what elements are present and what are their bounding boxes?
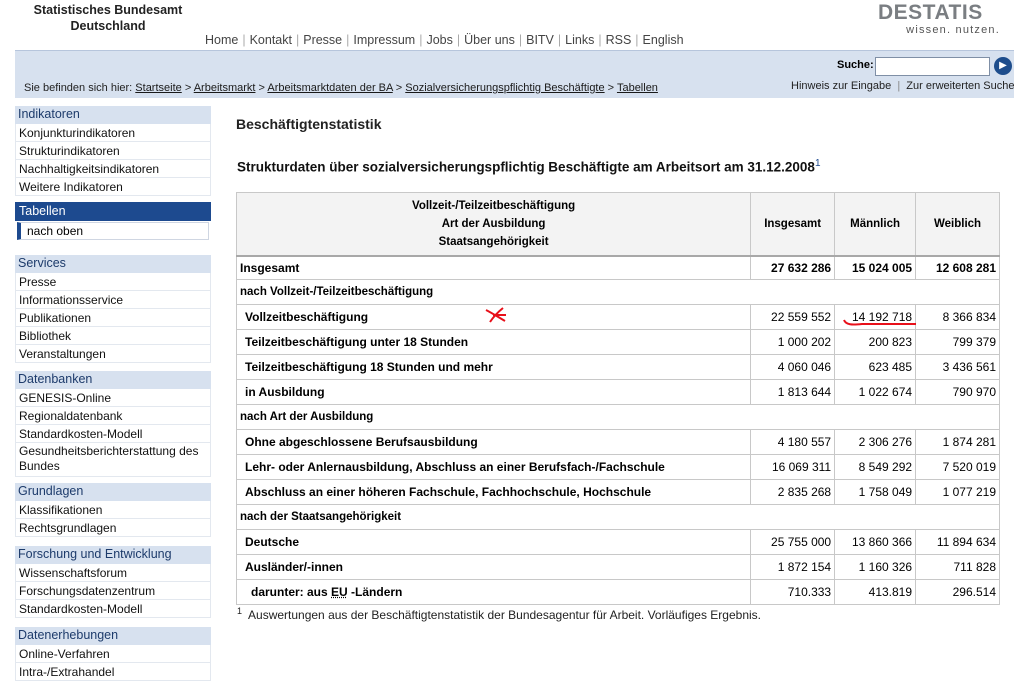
breadcrumb-arbeitsmarkt[interactable]: Arbeitsmarkt (193, 82, 256, 94)
nav-kontakt[interactable]: Kontakt (249, 33, 292, 47)
sidebar-item-wissenschaftsforum[interactable]: Wissenschaftsforum (15, 564, 211, 582)
search-go-icon[interactable]: ▶ (994, 57, 1012, 75)
nav-ueber-uns[interactable]: Über uns (464, 33, 515, 47)
table-row (237, 555, 1000, 580)
eu-suffix: -Ländern (351, 585, 403, 599)
cell-maennlich: 8 549 292 (835, 455, 916, 480)
row-label: Abschluss an einer höheren Fachschule, Fachhochschule, Hochschule (237, 480, 751, 505)
table-row (237, 430, 1000, 455)
cell-maennlich: 1 022 674 (835, 380, 916, 405)
header-weiblich: Weiblich (916, 193, 1000, 256)
row-label-eu (237, 580, 751, 605)
breadcrumb-sv-beschaeftigte[interactable]: Sozialversicherungspflichtig Beschäftigte (405, 82, 605, 94)
cell-insgesamt: 1 872 154 (751, 555, 835, 580)
nav-links[interactable]: Links (565, 33, 595, 47)
header-line-2: Art der Ausbildung (441, 217, 546, 230)
destatis-logo[interactable] (878, 2, 1000, 38)
sidebar-item-forschungsdatenzentrum[interactable]: Forschungsdatenzentrum (15, 582, 211, 600)
cell-maennlich: 15 024 005 (835, 256, 916, 280)
sidebar-item-klassifikationen[interactable]: Klassifikationen (15, 501, 211, 519)
cell-insgesamt: 27 632 286 (751, 256, 835, 280)
search-bar (15, 50, 1014, 98)
table-row (237, 480, 1000, 505)
cell-weiblich: 711 828 (916, 555, 1000, 580)
section-title: nach der Staatsangehörigkeit (237, 505, 1000, 530)
cell-maennlich: 14 192 718 (835, 305, 916, 330)
table-section-row (237, 505, 1000, 530)
breadcrumb-prefix: Sie befinden sich hier: (24, 82, 133, 94)
org-name-line2: Deutschland (70, 19, 146, 33)
cell-insgesamt: 16 069 311 (751, 455, 835, 480)
red-x-annotation-icon (484, 306, 508, 324)
search-links: Hinweis zur Eingabe | Zur erweiterten Suche (791, 80, 1015, 92)
sidebar-heading-datenbanken[interactable]: Datenbanken (15, 371, 211, 389)
section-title: nach Art der Ausbildung (237, 405, 1000, 430)
header-dimension-cell (237, 193, 751, 256)
nav-impressum[interactable]: Impressum (353, 33, 416, 47)
sidebar-item-genesis-online[interactable]: GENESIS-Online (15, 389, 211, 407)
sidebar-item-publikationen[interactable]: Publikationen (15, 309, 211, 327)
sidebar-item-gesundheitsberichterstattung[interactable]: Gesundheitsberichterstattung des Bundes (15, 443, 211, 477)
breadcrumb: Sie befinden sich hier: Startseite > Arbeitsmarkt > Arbeitsmarktdaten der BA > Sozialversicherungspflichtig Beschäftigte > Tabellen (24, 82, 658, 94)
section-title: nach Vollzeit-/Teilzeitbeschäftigung (237, 280, 1000, 305)
org-name (22, 2, 194, 34)
sidebar-item-bibliothek[interactable]: Bibliothek (15, 327, 211, 345)
sidebar-item-tabellen-active[interactable]: Tabellen (15, 202, 211, 221)
eu-abbreviation: EU (331, 585, 348, 599)
table-row (237, 330, 1000, 355)
cell-insgesamt: 22 559 552 (751, 305, 835, 330)
cell-weiblich: 12 608 281 (916, 256, 1000, 280)
cell-weiblich: 7 520 019 (916, 455, 1000, 480)
org-name-line1: Statistisches Bundesamt (33, 3, 183, 17)
table-section-row (237, 405, 1000, 430)
sidebar-group-indikatoren (15, 106, 211, 196)
breadcrumb-arbeitsmarktdaten[interactable]: Arbeitsmarktdaten der BA (267, 82, 393, 94)
footnote-text: Auswertungen aus der Beschäftigtenstatistik der Bundesagentur für Arbeit. Vorläufiges Ergebnis. (248, 608, 761, 622)
sidebar-item-konjunkturindikatoren[interactable]: Konjunkturindikatoren (15, 124, 211, 142)
table-row (237, 355, 1000, 380)
search-input[interactable] (875, 57, 990, 76)
cell-insgesamt: 1 813 644 (751, 380, 835, 405)
row-label: Vollzeitbeschäftigung (237, 305, 751, 330)
sidebar-item-intra-extrahandel[interactable]: Intra-/Extrahandel (15, 663, 211, 681)
cell-weiblich: 11 894 634 (916, 530, 1000, 555)
advanced-search-link[interactable]: Zur erweiterten Suche (906, 80, 1015, 92)
sidebar (15, 106, 211, 681)
table-row-total (237, 256, 1000, 280)
cell-insgesamt: 25 755 000 (751, 530, 835, 555)
header-insgesamt: Insgesamt (751, 193, 835, 256)
red-underline-annotation-icon (842, 318, 918, 328)
sidebar-item-rechtsgrundlagen[interactable]: Rechtsgrundlagen (15, 519, 211, 537)
row-label: in Ausbildung (237, 380, 751, 405)
sidebar-item-nach-oben[interactable]: nach oben (17, 222, 209, 240)
table-header-row (237, 193, 1000, 256)
sidebar-heading-forschung[interactable]: Forschung und Entwicklung (15, 546, 211, 564)
cell-maennlich: 2 306 276 (835, 430, 916, 455)
cell-insgesamt: 710.333 (751, 580, 835, 605)
sidebar-heading-datenerhebungen[interactable]: Datenerhebungen (15, 627, 211, 645)
cell-weiblich: 8 366 834 (916, 305, 1000, 330)
sidebar-heading-indikatoren[interactable]: Indikatoren (15, 106, 211, 124)
cell-weiblich: 1 077 219 (916, 480, 1000, 505)
sidebar-group-datenbanken (15, 371, 211, 477)
header-line-1: Vollzeit-/Teilzeitbeschäftigung (412, 199, 576, 212)
nav-bitv[interactable]: BITV (526, 33, 554, 47)
row-label: Insgesamt (237, 256, 751, 280)
sidebar-item-standardkosten-modell[interactable]: Standardkosten-Modell (15, 425, 211, 443)
footnote-marker: 1 (237, 606, 243, 616)
table-title (237, 158, 821, 175)
header-line-3: Staatsangehörigkeit (438, 235, 549, 248)
nav-presse[interactable]: Presse (303, 33, 343, 47)
cell-insgesamt: 4 180 557 (751, 430, 835, 455)
sidebar-group-forschung (15, 546, 211, 618)
sidebar-item-strukturindikatoren[interactable]: Strukturindikatoren (15, 142, 211, 160)
sidebar-item-weitere-indikatoren[interactable]: Weitere Indikatoren (15, 178, 211, 196)
logo-text: DESTATIS (878, 1, 983, 24)
breadcrumb-tabellen[interactable]: Tabellen (616, 82, 658, 94)
table-row (237, 380, 1000, 405)
header-maennlich: Männlich (835, 193, 916, 256)
sidebar-item-veranstaltungen[interactable]: Veranstaltungen (15, 345, 211, 363)
nav-jobs[interactable]: Jobs (426, 33, 453, 47)
cell-weiblich: 3 436 561 (916, 355, 1000, 380)
search-label: Suche: (837, 59, 874, 71)
eu-prefix: darunter: aus (251, 585, 328, 599)
row-label: Teilzeitbeschäftigung 18 Stunden und mehr (237, 355, 751, 380)
cell-maennlich: 1 160 326 (835, 555, 916, 580)
cell-insgesamt: 1 000 202 (751, 330, 835, 355)
row-label: Lehr- oder Anlernausbildung, Abschluss an einer Berufsfach-/Fachschule (237, 455, 751, 480)
search-hint-link[interactable]: Hinweis zur Eingabe (791, 80, 892, 92)
footnote (237, 606, 761, 622)
sidebar-item-standardkosten-modell-2[interactable]: Standardkosten-Modell (15, 600, 211, 618)
table-section-row (237, 280, 1000, 305)
cell-maennlich: 1 758 049 (835, 480, 916, 505)
sidebar-item-regionaldatenbank[interactable]: Regionaldatenbank (15, 407, 211, 425)
page-title: Beschäftigtenstatistik (236, 116, 382, 132)
sidebar-item-presse[interactable]: Presse (15, 273, 211, 291)
breadcrumb-startseite[interactable]: Startseite (135, 82, 182, 94)
sidebar-group-grundlagen (15, 483, 211, 537)
table-title-text: Strukturdaten über sozialversicherungspflichtig Beschäftigte am Arbeitsort am 31.12.2008 (237, 159, 815, 175)
cell-maennlich: 13 860 366 (835, 530, 916, 555)
sidebar-group-datenerhebungen (15, 627, 211, 681)
cell-weiblich: 296.514 (916, 580, 1000, 605)
row-label: Ohne abgeschlossene Berufsausbildung (237, 430, 751, 455)
sidebar-heading-grundlagen[interactable]: Grundlagen (15, 483, 211, 501)
table-row (237, 455, 1000, 480)
cell-weiblich: 790 970 (916, 380, 1000, 405)
cell-maennlich: 623 485 (835, 355, 916, 380)
nav-rss[interactable]: RSS (605, 33, 632, 47)
top-navigation: Home | Kontakt | Presse | Impressum | Jobs | Über uns | BITV | Links | RSS | English (205, 33, 684, 47)
sidebar-item-online-verfahren[interactable]: Online-Verfahren (15, 645, 211, 663)
sidebar-item-informationsservice[interactable]: Informationsservice (15, 291, 211, 309)
cell-maennlich: 200 823 (835, 330, 916, 355)
main-content (236, 116, 1006, 175)
cell-weiblich: 1 874 281 (916, 430, 1000, 455)
cell-maennlich: 413.819 (835, 580, 916, 605)
sidebar-group-services (15, 255, 211, 363)
nav-home[interactable]: Home (205, 33, 239, 47)
logo-tagline: wissen. nutzen. (906, 24, 1000, 36)
statistics-table (236, 192, 1000, 605)
sidebar-item-nachhaltigkeitsindikatoren[interactable]: Nachhaltigkeitsindikatoren (15, 160, 211, 178)
cell-insgesamt: 2 835 268 (751, 480, 835, 505)
table-row (237, 530, 1000, 555)
cell-weiblich: 799 379 (916, 330, 1000, 355)
row-label: Ausländer/-innen (237, 555, 751, 580)
row-label: Deutsche (237, 530, 751, 555)
cell-insgesamt: 4 060 046 (751, 355, 835, 380)
footnote-ref-link[interactable]: 1 (814, 158, 821, 169)
nav-english[interactable]: English (642, 33, 684, 47)
row-label: Teilzeitbeschäftigung unter 18 Stunden (237, 330, 751, 355)
table-row-eu (237, 580, 1000, 605)
sidebar-heading-services[interactable]: Services (15, 255, 211, 273)
